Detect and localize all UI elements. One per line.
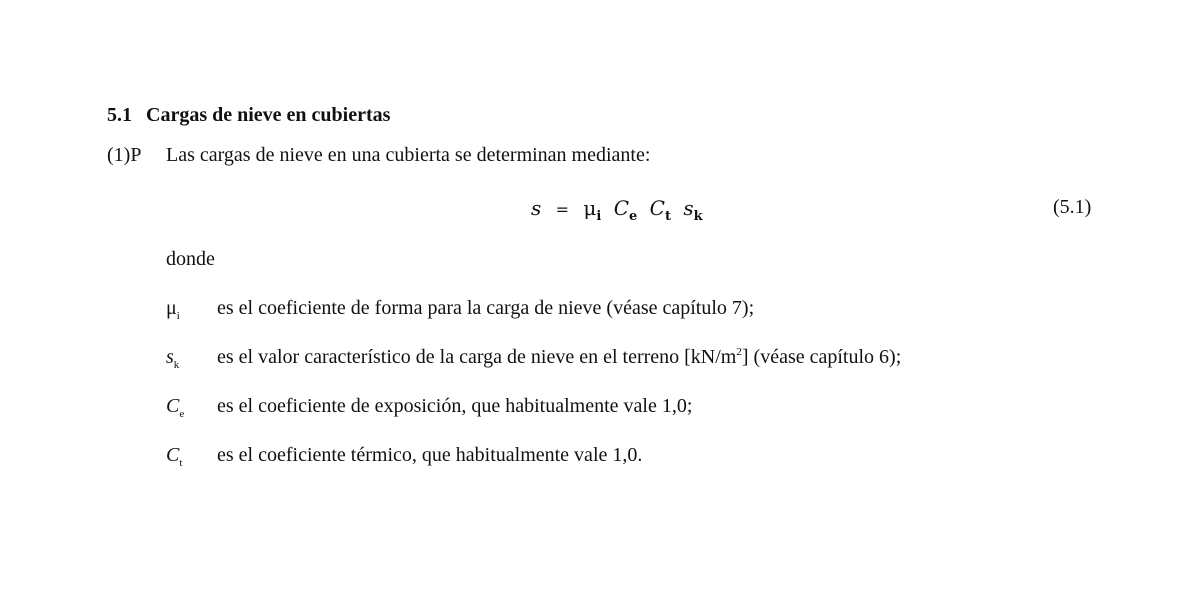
- definition-symbol: [166, 346, 179, 369]
- equation-ce-symbol: C: [613, 196, 630, 220]
- equation-sk-symbol: s: [683, 196, 694, 220]
- section-heading: [107, 104, 390, 127]
- equation-ce: [613, 196, 638, 224]
- snow-load-equation: [531, 196, 703, 224]
- section-title: Cargas de nieve en cubiertas: [146, 104, 391, 126]
- equation-mu-symbol: μ: [583, 196, 597, 220]
- definition-symbol-base: C: [166, 444, 180, 466]
- where-label: donde: [166, 248, 215, 270]
- definition-text: es el coeficiente de forma para la carga de nieve (véase capítulo 7);: [217, 297, 755, 319]
- definition-text: es el coeficiente térmico, que habitualmente vale 1,0.: [217, 444, 643, 466]
- definition-symbol-sub: k: [173, 359, 180, 371]
- section-number: 5.1: [107, 104, 132, 126]
- definition-text-sup: 2: [736, 346, 742, 358]
- equation-sk: [683, 196, 703, 224]
- equation-ct-symbol: C: [649, 196, 665, 220]
- equation-lhs: s: [531, 196, 542, 220]
- equation-ce-sub: e: [629, 209, 638, 224]
- definition-c-e: [0, 395, 1200, 425]
- definition-text: es el coeficiente de exposición, que habitualmente vale 1,0;: [217, 395, 693, 417]
- definition-symbol-base: μ: [166, 297, 177, 319]
- equation-number: (5.1): [1053, 196, 1092, 218]
- definition-text-after: ] (véase capítulo 6);: [741, 346, 902, 368]
- definition-text: [217, 346, 901, 369]
- definition-s-k: [0, 346, 1200, 376]
- definition-symbol-sub: t: [179, 457, 183, 469]
- definition-symbol-base: C: [166, 395, 180, 417]
- definition-mu-i: [0, 297, 1200, 327]
- equation-operator: =: [555, 200, 570, 219]
- definition-c-t: [0, 444, 1200, 474]
- definition-text-before: es el valor característico de la carga de nieve en el terreno [kN/m: [217, 346, 737, 368]
- definition-symbol: [166, 297, 180, 320]
- definition-symbol-sub: i: [176, 310, 180, 322]
- equation-mu: [583, 196, 602, 224]
- definition-symbol-base: s: [166, 346, 174, 368]
- equation-sk-sub: k: [693, 209, 703, 224]
- equation-ct: [649, 196, 671, 224]
- clause-label: (1)P: [107, 144, 142, 166]
- definition-symbol: [166, 395, 184, 418]
- definition-symbol: [166, 444, 182, 467]
- clause-text: Las cargas de nieve en una cubierta se determinan mediante:: [166, 144, 651, 166]
- equation-mu-sub: i: [596, 209, 602, 224]
- definition-symbol-sub: e: [179, 408, 185, 420]
- equation-ct-sub: t: [664, 209, 671, 224]
